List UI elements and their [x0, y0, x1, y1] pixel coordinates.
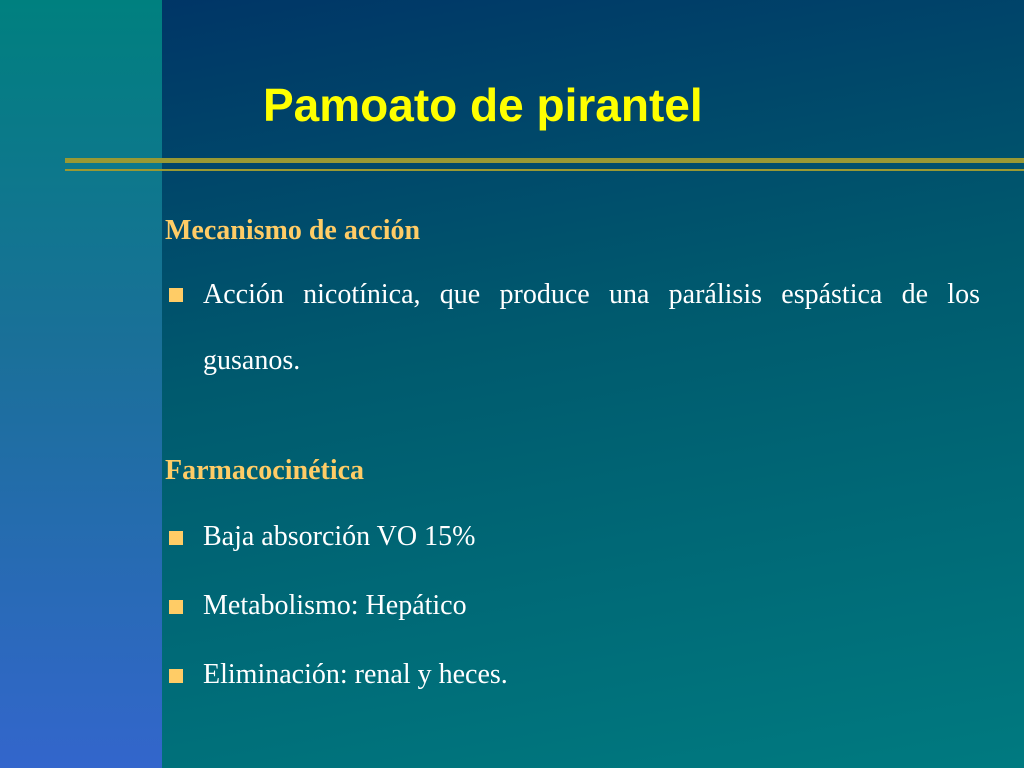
square-bullet-icon	[169, 600, 183, 614]
bullet-text: Acción nicotínica, que produce una parálisis espástica de los gusanos.	[203, 279, 980, 376]
bullet-text: Eliminación: renal y heces.	[203, 659, 508, 690]
title-divider-thick	[65, 158, 1024, 163]
bullet-item	[165, 654, 980, 696]
square-bullet-icon	[169, 669, 183, 683]
bullet-item	[165, 262, 980, 394]
bullet-text: Metabolismo: Hepático	[203, 590, 467, 621]
slide-content	[165, 210, 980, 696]
bullet-text: Baja absorción VO 15%	[203, 521, 476, 552]
slide-title: Pamoato de pirantel	[263, 79, 703, 131]
square-bullet-icon	[169, 288, 183, 302]
bullet-item	[165, 516, 980, 558]
section-heading-pharmacokinetics: Farmacocinética	[165, 455, 365, 486]
square-bullet-icon	[169, 531, 183, 545]
section-heading-mechanism: Mecanismo de acción	[165, 215, 421, 246]
left-accent-band	[0, 0, 162, 768]
bullet-item	[165, 585, 980, 627]
title-divider-thin	[65, 169, 1024, 171]
